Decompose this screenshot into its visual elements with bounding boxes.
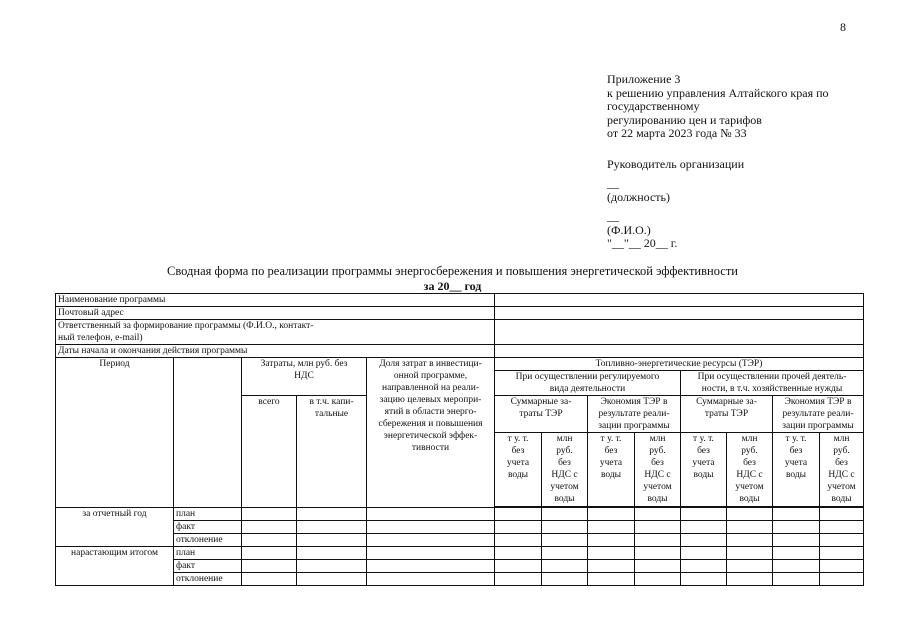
unit-rub: млн руб. без НДС с учетом воды — [727, 433, 773, 507]
appendix-block — [607, 73, 829, 251]
header-empty — [174, 358, 242, 508]
header-ter: Топливно-энергетические ресурсы (ТЭР) — [495, 358, 864, 371]
unit-rub: млн руб. без НДС с учетом воды — [820, 433, 864, 507]
appendix-line: от 22 марта 2023 года № 33 — [607, 126, 747, 140]
form-title: Сводная форма по реализации программы энергосбережения и повышения энергетической эффективности — [167, 264, 738, 278]
unit-tut: т у. т. без учета воды — [773, 433, 820, 507]
header-econ-ter: Экономия ТЭР в результате реали- зации программы — [588, 396, 681, 433]
fio-label: (Ф.И.О.) — [607, 222, 651, 237]
row-label: факт — [174, 560, 242, 573]
appendix-line: государственному — [607, 99, 700, 113]
year-line: за 20__ год — [423, 279, 482, 293]
blank-line: __ — [607, 176, 619, 190]
row-label: отклонение — [174, 573, 242, 586]
header-other: При осуществлении прочей деятель- ности, в т.ч. хозяйственные нужды — [681, 371, 864, 396]
period-label: нарастающим итогом — [56, 547, 174, 586]
info-label: Почтовый адрес — [56, 307, 495, 320]
page-number: 8 — [840, 20, 846, 34]
info-label: Даты начала и окончания действия программы — [56, 345, 495, 358]
appendix-line: регулированию цен и тарифов — [607, 112, 762, 127]
info-value — [495, 307, 864, 320]
header-regulated: При осуществлении регулируемого вида деятельности — [495, 371, 681, 396]
unit-tut: т у. т. без учета воды — [495, 433, 542, 507]
row-label: план — [174, 547, 242, 560]
row-label: факт — [174, 521, 242, 534]
header-capital: в т.ч. капи- тальные — [297, 396, 367, 508]
row-label: отклонение — [174, 534, 242, 547]
position-label: (должность) — [607, 189, 670, 204]
summary-table — [55, 293, 864, 586]
header-share: Доля затрат в инвестици- онной программе, направленной на реали- зацию целевых меропри- ятий в области энерго- сбережения и повышения энергетической эффек- тивности — [367, 358, 495, 508]
info-value — [495, 294, 864, 307]
period-label: за отчетный год — [56, 508, 174, 547]
unit-rub: млн руб. без НДС с учетом воды — [542, 433, 588, 507]
unit-tut: т у. т. без учета воды — [681, 433, 727, 507]
header-costs: Затраты, млн руб. без НДС — [242, 358, 367, 396]
info-value — [495, 345, 864, 358]
header-econ-ter: Экономия ТЭР в результате реали- зации программы — [773, 396, 864, 433]
header-sum-ter: Суммарные за- траты ТЭР — [681, 396, 773, 433]
unit-rub: млн руб. без НДС с учетом воды — [635, 433, 681, 507]
appendix-line: к решению управления Алтайского края по — [607, 85, 829, 100]
info-label: Ответственный за формирование программы (Ф.И.О., контакт- ный телефон, e-mail) — [56, 320, 495, 345]
row-label: план — [174, 508, 242, 521]
header-period: Период — [56, 358, 174, 508]
info-label: Наименование программы — [56, 294, 495, 307]
unit-tut: т у. т. без учета воды — [588, 433, 635, 507]
blank-line: __ — [607, 209, 619, 223]
header-total: всего — [242, 396, 297, 508]
date-line: "__"__ 20__ г. — [607, 236, 678, 250]
info-value — [495, 320, 864, 345]
appendix-line: Приложение 3 — [607, 72, 681, 86]
header-sum-ter: Суммарные за- траты ТЭР — [495, 396, 588, 433]
head-label: Руководитель организации — [607, 156, 745, 171]
